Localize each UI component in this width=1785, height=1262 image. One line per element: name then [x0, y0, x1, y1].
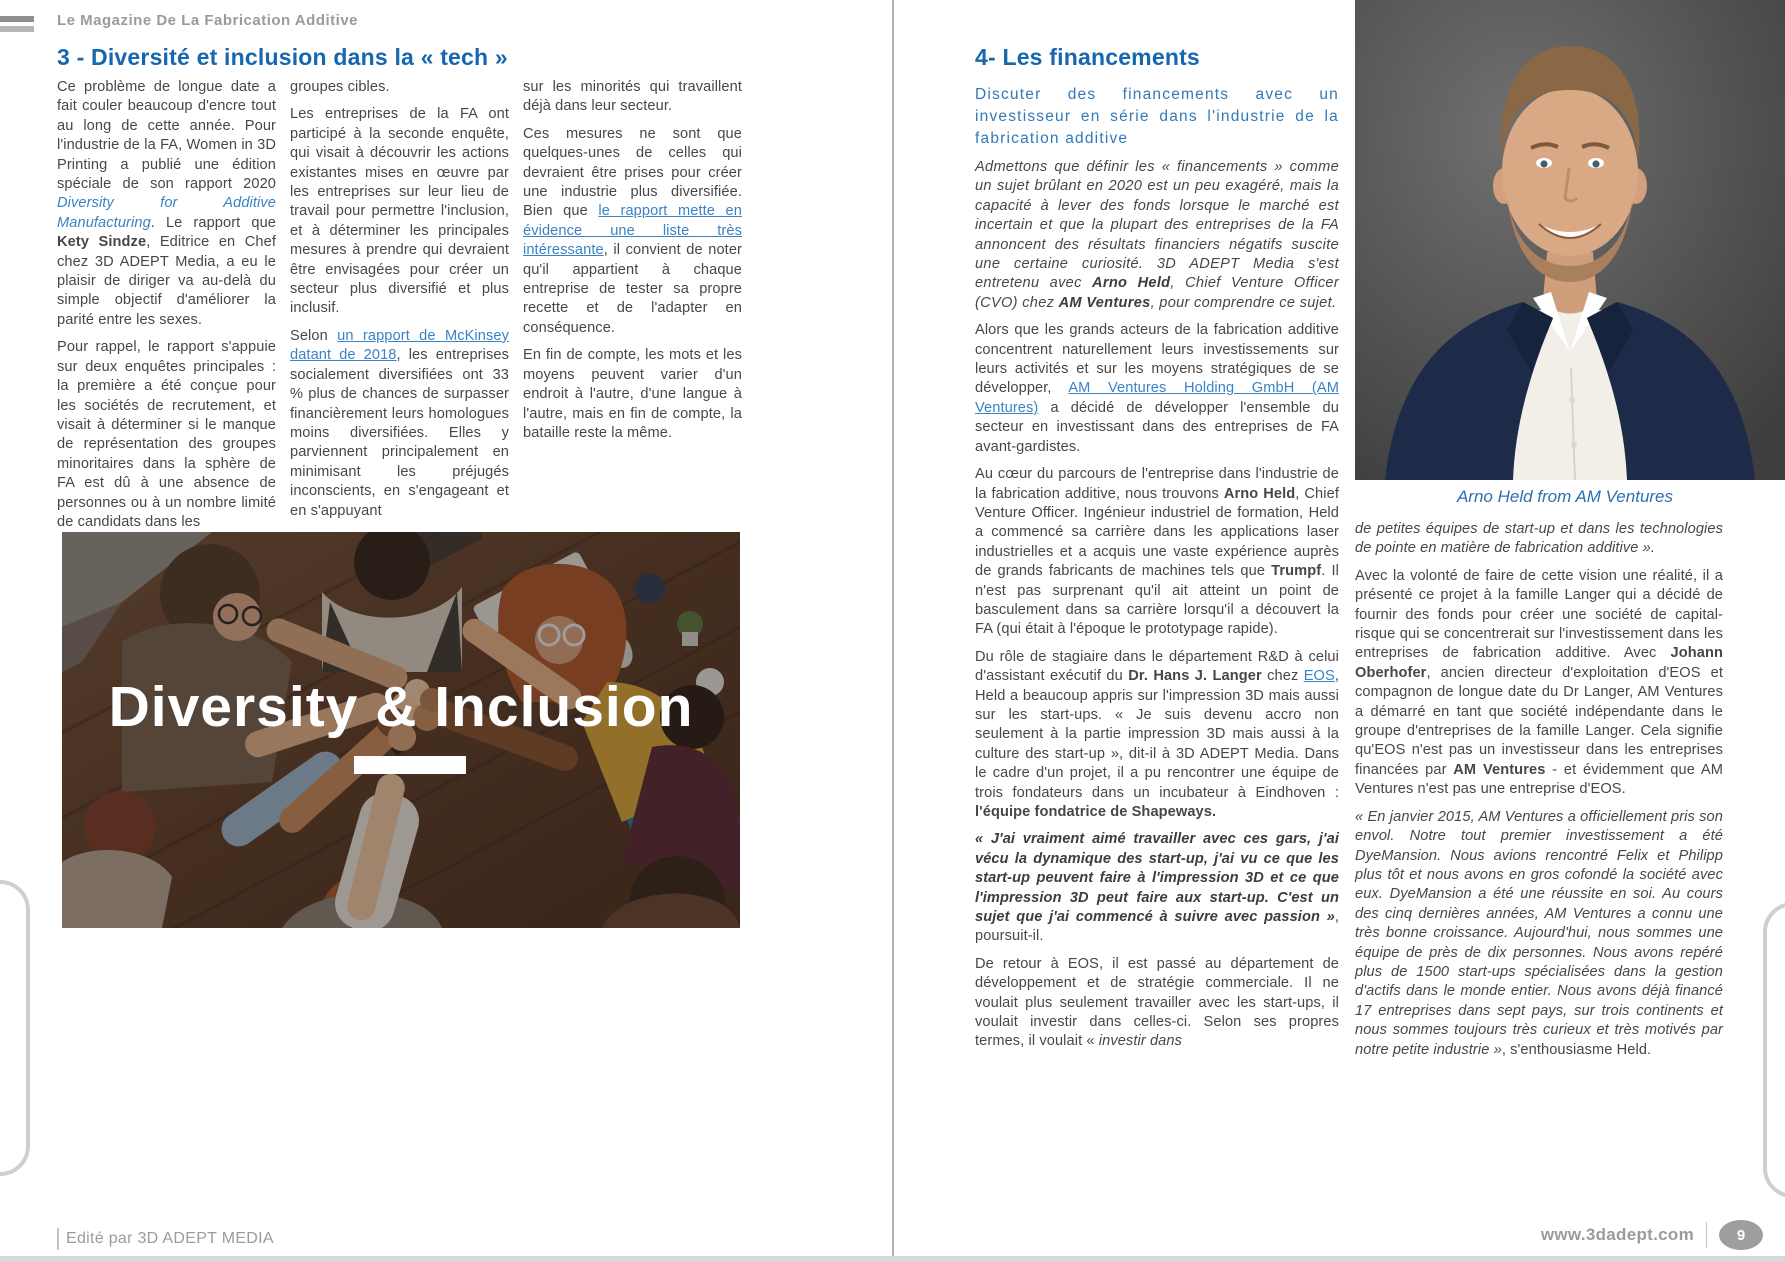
inline-link[interactable]: AM Ventures Holding GmbH (AM Ventures): [975, 380, 1339, 416]
right-article-title: 4- Les financements: [975, 44, 1200, 70]
inline-link[interactable]: le rapport mette en évidence une liste très intéressante: [523, 203, 742, 259]
paragraph: De retour à EOS, il est passé au département de développement et de stratégie commerciale. Il ne voulait plus seulement travailler avec les start-ups, il voulait investir dans celles-ci. Selon ses propres termes, il voulait « investir dans: [975, 955, 1339, 1050]
paragraph: Avec la volonté de faire de cette vision une réalité, il a présenté ce projet à la famille Langer qui a décidé de fournir des fonds pour créer une société de capital-risque qui se concentrerait sur l'investissement dans les entreprises de fabrication additive. Avec Johann Oberhofer, ancien directeur d'exploitation d'EOS et compagnon de longue date du Dr Langer, AM Ventures a démarré en tant que société indépendante dans le groupe d'entreprises de la famille Langer. Cela signifie qu'EOS n'est pas un investisseur dans les entreprises financées par AM Ventures - et évidemment que AM Ventures n'est pas une entreprise d'EOS.: [1355, 567, 1723, 798]
left-column-2: [290, 78, 509, 540]
paragraph: Selon un rapport de McKinsey datant de 2018, les entreprises socialement diversifiées ont 33 % plus de chances de surpasser financièrement leurs homologues moins diversifiées. Elles y parviennent principalement en minimisant les préjugés inconscients, en s'engageant et en s'appuyant: [290, 327, 509, 519]
paragraph: « J'ai vraiment aimé travailler avec ces gars, j'ai vécu la dynamique des start-up, j'ai vu ce que les start-up peuvent faire à l'impression 3D et ce que l'impression 3D peut faire aux start-up. C'est un sujet que j'ai commencé à suivre avec passion », poursuit-il.: [975, 831, 1339, 945]
magazine-title: Le Magazine De La Fabrication Additive: [57, 12, 358, 29]
left-article-title: 3 - Diversité et inclusion dans la « tech »: [57, 44, 508, 70]
paragraph: Au cœur du parcours de l'entreprise dans l'industrie de la fabrication additive, nous trouvons Arno Held, Chief Venture Officer. Ingénieur industriel de formation, Held a commencé sa carrière dans les applications laser industrielles et a acquis une vaste expérience auprès de grands fabricants de machines tels que Trumpf. Il n'est pas surprenant qu'il ait atteint un point de basculement dans sa carrière lorsqu'il a découvert la FA (qui était à l'époque le prototypage rapide).: [975, 466, 1339, 638]
page-divider: [892, 0, 894, 1256]
paragraph: Admettons que définir les « financements » comme un sujet brûlant en 2020 est un peu exagéré, mais la capacité à lever des fonds lorsque le marché est incertain et que la plupart des entreprises de la FA annoncent des résultats financiers négatifs suscite une certaine curiosité. 3D ADEPT Media s'est entretenu avec Arno Held, Chief Venture Officer (CVO) chez AM Ventures, pour comprendre ce sujet.: [975, 159, 1339, 311]
website-link[interactable]: www.3dadept.com: [1540, 1225, 1694, 1244]
paragraph: sur les minorités qui travaillent déjà dans leur secteur.: [523, 79, 742, 115]
left-column-1: [57, 78, 276, 540]
footer-tick: [57, 1228, 59, 1250]
bottom-strip: [0, 1256, 1785, 1262]
inline-link[interactable]: un rapport de McKinsey datant de 2018: [290, 327, 509, 364]
photo-overlay-title: Diversity & Inclusion: [108, 675, 694, 739]
paragraph: Les entreprises de la FA ont participé à la seconde enquête, qui visait à découvrir les actions existantes mises en œuvre par les entreprises sur leur lieu de travail pour permettre l'inclusion, et à déterminer les principales mesures à prendre qui devraient être envisagées pour créer un secteur plus diversifié et plus inclusif.: [290, 106, 509, 317]
published-by: Edité par 3D ADEPT MEDIA: [66, 1230, 274, 1247]
paragraph: de petites équipes de start-up et dans les technologies de pointe en matière de fabrication additive ».: [1355, 521, 1723, 557]
page-number-badge: 9: [1719, 1220, 1763, 1250]
portrait-caption: Arno Held from AM Ventures: [1456, 487, 1674, 506]
paragraph: Ce problème de longue date a fait couler beaucoup d'encre tout au long de cette année. Pour l'industrie de la FA, Women in 3D Printing a publié une édition spéciale de son rapport 2020 Diversity for Additive Manufacturing. Le rapport que Kety Sindze, Editrice en Chef chez 3D ADEPT Media, a eu le plaisir de diriger va au-delà du simple objectif d'améliorer la parité entre les sexes.: [57, 79, 276, 328]
right-column-a: [975, 158, 1339, 1060]
paragraph: « En janvier 2015, AM Ventures a officiellement pris son envol. Notre tout premier investissement a été DyeMansion. Nous avions rencontré Felix et Philipp plus tôt et nous avons en gros cofondé la société avec eux. DyeMansion a été une réussite en soi. Au cours des cinq dernières années, AM Ventures a connu une très bonne croissance. Aujourd'hui, nous sommes une équipe de près de dix personnes. Nous avons repéré plus de 1500 start-ups spécialisées dans la gestion d'actifs dans le monde entier. Nous avons déjà financé 17 entreprises dans sept pays, sur trois continents et nous sommes toujours très curieux et très motivés par notre petite industrie », s'enthousiasme Held.: [1355, 808, 1723, 1058]
inline-link[interactable]: EOS: [1303, 668, 1335, 685]
left-article-columns: [57, 78, 745, 540]
paragraph: Pour rappel, le rapport s'appuie sur deux enquêtes principales : la première a été conçue pour les sociétés de recrutement, et visait à déterminer si le manque de représentation des groupes minoritaires dans la sphère de FA est dû à une absence de personnes ou à un nombre limité de candidats dans les: [57, 339, 276, 530]
page-edge-ornament-right: [1763, 902, 1785, 1198]
paragraph: Alors que les grands acteurs de la fabrication additive concentrent naturellement leurs investissements sur leurs activités et sur les moyens stratégiques de se développer, AM Ventures Holding GmbH (AM Ventures) a décidé de développer l'ensemble du secteur en investissant dans des entreprises de FA avant-gardistes.: [975, 322, 1339, 455]
paragraph: En fin de compte, les mots et les moyens peuvent varier d'un endroit à l'autre, d'une langue à l'autre, mais en fin de compte, la bataille reste la même.: [523, 347, 742, 441]
paragraph: Ces mesures ne sont que quelques-unes de celles qui devraient être prises pour créer une industrie plus diversifiée. Bien que le rapport mette en évidence une liste très intéressante, il convient de noter qu'il appartient à chaque entreprise de tester sa propre recette et de l'adapter en conséquence.: [523, 125, 742, 336]
photo-overlay-bar: [354, 756, 466, 774]
right-column-b: [1355, 520, 1723, 1068]
right-article-subtitle: Discuter des financements avec un investisseur en série dans l'industrie de la fabrication additive: [975, 86, 1339, 147]
page-edge-ornament-left: [0, 880, 30, 1176]
paragraph: Du rôle de stagiaire dans le département R&D à celui d'assistant exécutif du Dr. Hans J. Langer chez EOS, Held a beaucoup appris sur l'impression 3D mais aussi sur les start-ups. « Je suis devenu accro non seulement à la partie impression 3D mais aussi à la culture des start-up », dit-il à 3D ADEPT Media. Dans le cadre d'un projet, il a pu rencontrer une équipe de trois fondateurs dans un incubateur à Eindhoven : l'équipe fondatrice de Shapeways.: [975, 648, 1339, 820]
portrait-photo: [1355, 0, 1785, 480]
left-column-3: [523, 78, 742, 540]
paragraph: groupes cibles.: [290, 79, 390, 95]
footer-right: [1541, 1220, 1763, 1250]
header-bar-top: [0, 16, 34, 22]
header-bar-bottom: [0, 26, 34, 32]
team-photo: [62, 532, 740, 928]
portrait-illustration: [1355, 0, 1785, 480]
footer-separator: [1706, 1222, 1707, 1248]
